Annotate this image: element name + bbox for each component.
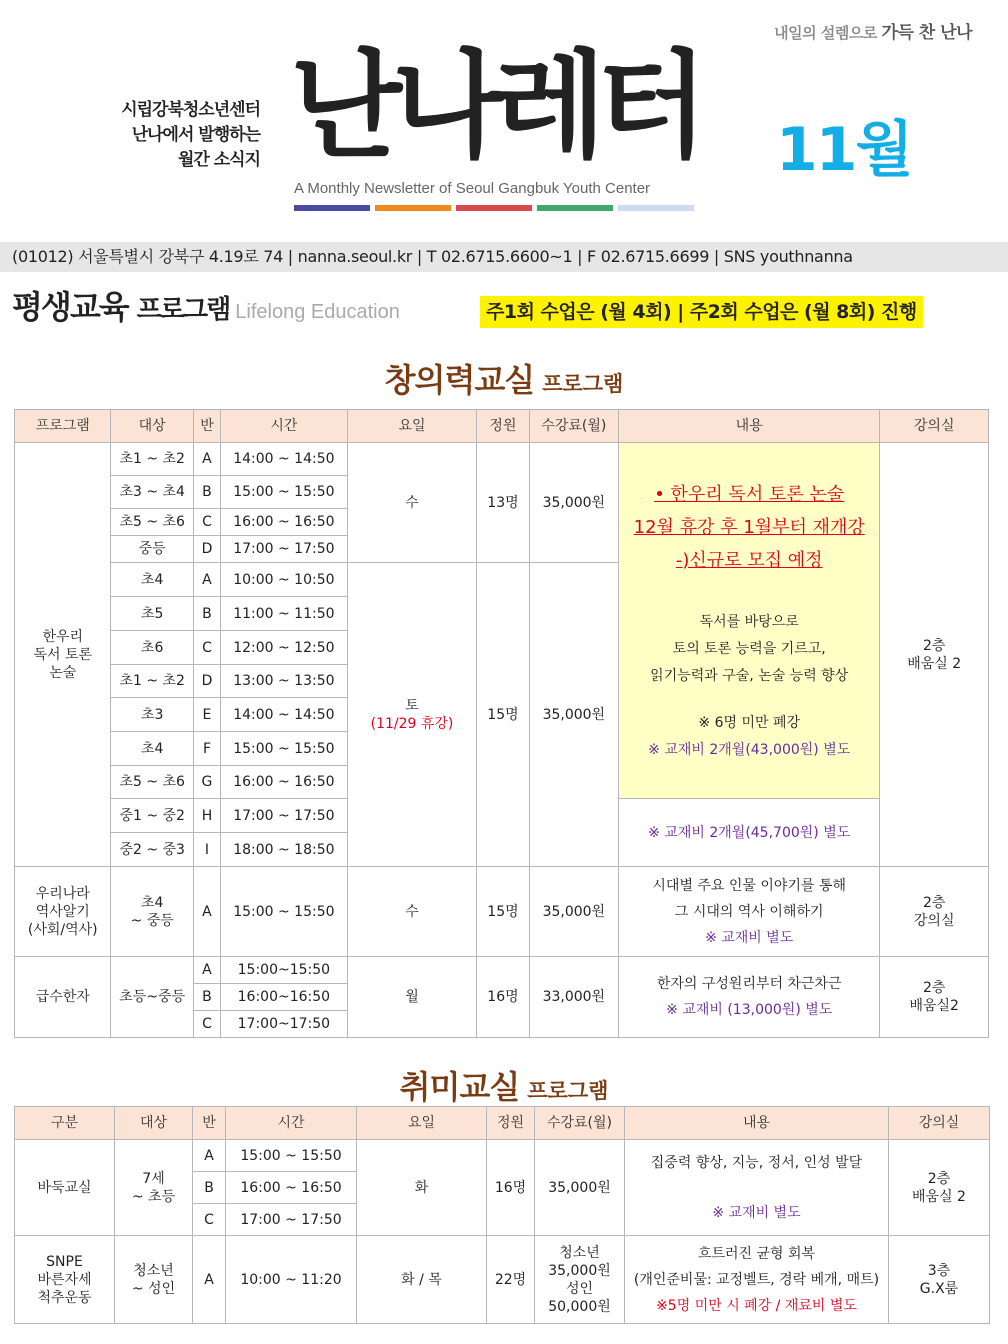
table1-title: 창의력교실 프로그램 bbox=[384, 361, 624, 399]
target-cell: 초6 bbox=[111, 631, 193, 665]
creativity-program-table bbox=[14, 409, 989, 1038]
program-name: 한우리 독서 토론 논술 bbox=[15, 443, 111, 867]
reopen-notice: 12월 휴강 후 1월부터 재개강 bbox=[633, 516, 865, 538]
target-cell: 초5 bbox=[111, 597, 193, 631]
table-row bbox=[15, 867, 989, 957]
class-cell: B bbox=[193, 984, 220, 1011]
target-cell: 초4 bbox=[111, 563, 193, 597]
capacity-cell: 16명 bbox=[487, 1140, 535, 1236]
col-header: 시간 bbox=[226, 1107, 357, 1140]
time-cell: 15:00 ~ 15:50 bbox=[221, 476, 348, 509]
col-header: 프로그램 bbox=[15, 410, 111, 443]
target-cell: 초5 ~ 초6 bbox=[111, 509, 193, 536]
textbook-note: ※ 교재비 2개월(45,700원) 별도 bbox=[619, 799, 880, 867]
class-cell: B bbox=[193, 597, 220, 631]
time-cell: 15:00 ~ 15:50 bbox=[226, 1140, 357, 1172]
stripe bbox=[294, 205, 370, 211]
col-header: 요일 bbox=[357, 1107, 487, 1140]
time-cell: 17:00~17:50 bbox=[221, 1011, 348, 1038]
time-cell: 11:00 ~ 11:50 bbox=[221, 597, 348, 631]
capacity-cell: 13명 bbox=[477, 443, 529, 563]
col-header: 요일 bbox=[347, 410, 477, 443]
time-cell: 16:00 ~ 16:50 bbox=[221, 766, 348, 799]
day-cell: 수 bbox=[347, 867, 477, 957]
target-cell: 초4 ~ 중등 bbox=[111, 867, 193, 957]
class-cell: A bbox=[193, 867, 220, 957]
table-row bbox=[15, 1236, 990, 1324]
class-cell: A bbox=[193, 443, 220, 476]
logo-subtitle: A Monthly Newsletter of Seoul Gangbuk Youth Center bbox=[294, 180, 651, 197]
class-cell: F bbox=[193, 732, 220, 766]
capacity-cell: 16명 bbox=[477, 957, 529, 1038]
holiday-note: (11/29 휴강) bbox=[370, 715, 454, 732]
issue-month: 11월 bbox=[776, 115, 912, 185]
time-cell: 15:00 ~ 15:50 bbox=[221, 867, 348, 957]
capacity-cell: 22명 bbox=[487, 1236, 535, 1324]
capacity-cell: 15명 bbox=[477, 563, 529, 867]
time-cell: 12:00 ~ 12:50 bbox=[221, 631, 348, 665]
col-header: 수강료(월) bbox=[529, 410, 618, 443]
target-cell: 초등~중등 bbox=[111, 957, 193, 1038]
class-cell: A bbox=[193, 957, 220, 984]
room-cell: 2층 배움실2 bbox=[880, 957, 989, 1038]
fee-cell: 33,000원 bbox=[529, 957, 618, 1038]
col-header: 시간 bbox=[221, 410, 348, 443]
col-header: 구분 bbox=[15, 1107, 115, 1140]
closure-note: ※5명 미만 시 폐강 / 재료비 별도 bbox=[656, 1297, 857, 1314]
content-cell: 집중력 향상, 지능, 정서, 인성 발달 ※ 교재비 별도 bbox=[625, 1140, 889, 1236]
day-cell: 화 bbox=[357, 1140, 487, 1236]
class-cell: B bbox=[193, 1172, 226, 1204]
address-bar: (01012) 서울특별시 강북구 4.19로 74 | nanna.seoul.kr | T 02.6715.6600~1 | F 02.6715.6699 | SNS youthnanna bbox=[0, 242, 1008, 272]
class-cell: C bbox=[193, 1011, 220, 1038]
col-header: 강의실 bbox=[889, 1107, 990, 1140]
room-cell: 2층 배움실 2 bbox=[889, 1140, 990, 1236]
closure-note: ※ 6명 미만 폐강 bbox=[698, 714, 801, 731]
col-header: 대상 bbox=[115, 1107, 193, 1140]
content-cell: 흐트러진 균형 회복 (개인준비물: 교정벨트, 경락 베개, 매트) ※5명 미만 시 폐강 / 재료비 별도 bbox=[625, 1236, 889, 1324]
fee-cell: 35,000원 bbox=[529, 563, 618, 867]
col-header: 강의실 bbox=[880, 410, 989, 443]
col-header: 수강료(월) bbox=[535, 1107, 625, 1140]
class-cell: B bbox=[193, 476, 220, 509]
textbook-note: ※ 교재비 2개월(43,000원) 별도 bbox=[648, 741, 851, 758]
col-header: 대상 bbox=[111, 410, 193, 443]
table-header-row bbox=[15, 410, 989, 443]
col-header: 내용 bbox=[619, 410, 880, 443]
target-cell: 초4 bbox=[111, 732, 193, 766]
time-cell: 17:00 ~ 17:50 bbox=[221, 799, 348, 833]
day-cell: 화 / 목 bbox=[357, 1236, 487, 1324]
table-row bbox=[15, 1140, 990, 1172]
fee-cell: 청소년 35,000원 성인 50,000원 bbox=[535, 1236, 625, 1324]
section-title: 평생교육 프로그램 Lifelong Education bbox=[12, 288, 400, 326]
time-cell: 15:00~15:50 bbox=[221, 957, 348, 984]
class-cell: A bbox=[193, 563, 220, 597]
newsletter-logo: 난나레터 bbox=[290, 39, 699, 174]
stripe bbox=[618, 205, 694, 211]
target-cell: 초1 ~ 초2 bbox=[111, 443, 193, 476]
class-cell: A bbox=[193, 1140, 226, 1172]
class-cell: G bbox=[193, 766, 220, 799]
reopen-notice: -)신규로 모집 예정 bbox=[675, 549, 823, 571]
time-cell: 15:00 ~ 15:50 bbox=[221, 732, 348, 766]
table-row bbox=[15, 957, 989, 984]
time-cell: 17:00 ~ 17:50 bbox=[221, 536, 348, 563]
target-cell: 초3 ~ 초4 bbox=[111, 476, 193, 509]
time-cell: 17:00 ~ 17:50 bbox=[226, 1204, 357, 1236]
fee-cell: 35,000원 bbox=[529, 443, 618, 563]
col-header: 정원 bbox=[487, 1107, 535, 1140]
target-cell: 초3 bbox=[111, 698, 193, 732]
content-cell: 한자의 구성원리부터 차근차근 ※ 교재비 (13,000원) 별도 bbox=[619, 957, 880, 1038]
time-cell: 16:00 ~ 16:50 bbox=[221, 509, 348, 536]
target-cell: 초1 ~ 초2 bbox=[111, 665, 193, 698]
fee-cell: 35,000원 bbox=[535, 1140, 625, 1236]
day-cell: 월 bbox=[347, 957, 477, 1038]
hobby-program-table bbox=[14, 1106, 990, 1324]
textbook-note: ※ 교재비 별도 bbox=[705, 929, 794, 946]
content-cell: • 한우리 독서 토론 논술 12월 휴강 후 1월부터 재개강 -)신규로 모집 예정 독서를 바탕으로 토의 토론 능력을 기르고, 읽기능력과 구술, 논술 능력 향상 ※ 6명 미만 폐강 ※ 교재비 2개월(43,000원) 별도 bbox=[619, 443, 880, 799]
table2-title: 취미교실 프로그램 bbox=[399, 1068, 609, 1106]
reopen-notice: • 한우리 독서 토론 논술 bbox=[654, 483, 845, 505]
day-cell: 토 (11/29 휴강) bbox=[347, 563, 477, 867]
col-header: 내용 bbox=[625, 1107, 889, 1140]
class-cell: E bbox=[193, 698, 220, 732]
stripe bbox=[456, 205, 532, 211]
program-name: 급수한자 bbox=[15, 957, 111, 1038]
target-cell: 중1 ~ 중2 bbox=[111, 799, 193, 833]
time-cell: 13:00 ~ 13:50 bbox=[221, 665, 348, 698]
program-name: SNPE 바른자세 척추운동 bbox=[15, 1236, 115, 1324]
program-name: 우리나라 역사알기 (사회/역사) bbox=[15, 867, 111, 957]
table-row bbox=[15, 443, 989, 476]
room-cell: 3층 G.X룸 bbox=[889, 1236, 990, 1324]
time-cell: 18:00 ~ 18:50 bbox=[221, 833, 348, 867]
target-cell: 청소년 ~ 성인 bbox=[115, 1236, 193, 1324]
class-cell: C bbox=[193, 1204, 226, 1236]
time-cell: 10:00 ~ 11:20 bbox=[226, 1236, 357, 1324]
content-cell: 시대별 주요 인물 이야기를 통해 그 시대의 역사 이해하기 ※ 교재비 별도 bbox=[619, 867, 880, 957]
class-frequency-notice: 주1회 수업은 (월 4회) | 주2회 수업은 (월 8회) 진행 bbox=[480, 296, 923, 328]
publisher-info: 시립강북청소년센터 난나에서 발행하는 월간 소식지 bbox=[121, 100, 260, 170]
room-cell: 2층 강의실 bbox=[880, 867, 989, 957]
target-cell: 중2 ~ 중3 bbox=[111, 833, 193, 867]
capacity-cell: 15명 bbox=[477, 867, 529, 957]
class-cell: D bbox=[193, 665, 220, 698]
class-cell: I bbox=[193, 833, 220, 867]
class-cell: C bbox=[193, 509, 220, 536]
time-cell: 14:00 ~ 14:50 bbox=[221, 443, 348, 476]
textbook-note: ※ 교재비 별도 bbox=[712, 1204, 801, 1221]
time-cell: 16:00~16:50 bbox=[221, 984, 348, 1011]
class-cell: C bbox=[193, 631, 220, 665]
col-header: 반 bbox=[193, 1107, 226, 1140]
slogan: 내일의 설렘으로 가득 찬 난나 bbox=[774, 23, 972, 43]
target-cell: 초5 ~ 초6 bbox=[111, 766, 193, 799]
time-cell: 14:00 ~ 14:50 bbox=[221, 698, 348, 732]
fee-cell: 35,000원 bbox=[529, 867, 618, 957]
class-cell: D bbox=[193, 536, 220, 563]
target-cell: 7세 ~ 초등 bbox=[115, 1140, 193, 1236]
class-cell: H bbox=[193, 799, 220, 833]
class-cell: A bbox=[193, 1236, 226, 1324]
time-cell: 16:00 ~ 16:50 bbox=[226, 1172, 357, 1204]
table-header-row bbox=[15, 1107, 990, 1140]
stripe bbox=[537, 205, 613, 211]
target-cell: 중등 bbox=[111, 536, 193, 563]
room-cell: 2층 배움실 2 bbox=[880, 443, 989, 867]
stripe bbox=[375, 205, 451, 211]
program-name: 바둑교실 bbox=[15, 1140, 115, 1236]
textbook-note: ※ 교재비 (13,000원) 별도 bbox=[666, 1002, 833, 1018]
col-header: 반 bbox=[193, 410, 220, 443]
day-cell: 수 bbox=[347, 443, 477, 563]
col-header: 정원 bbox=[477, 410, 529, 443]
time-cell: 10:00 ~ 10:50 bbox=[221, 563, 348, 597]
color-stripes bbox=[294, 205, 694, 211]
